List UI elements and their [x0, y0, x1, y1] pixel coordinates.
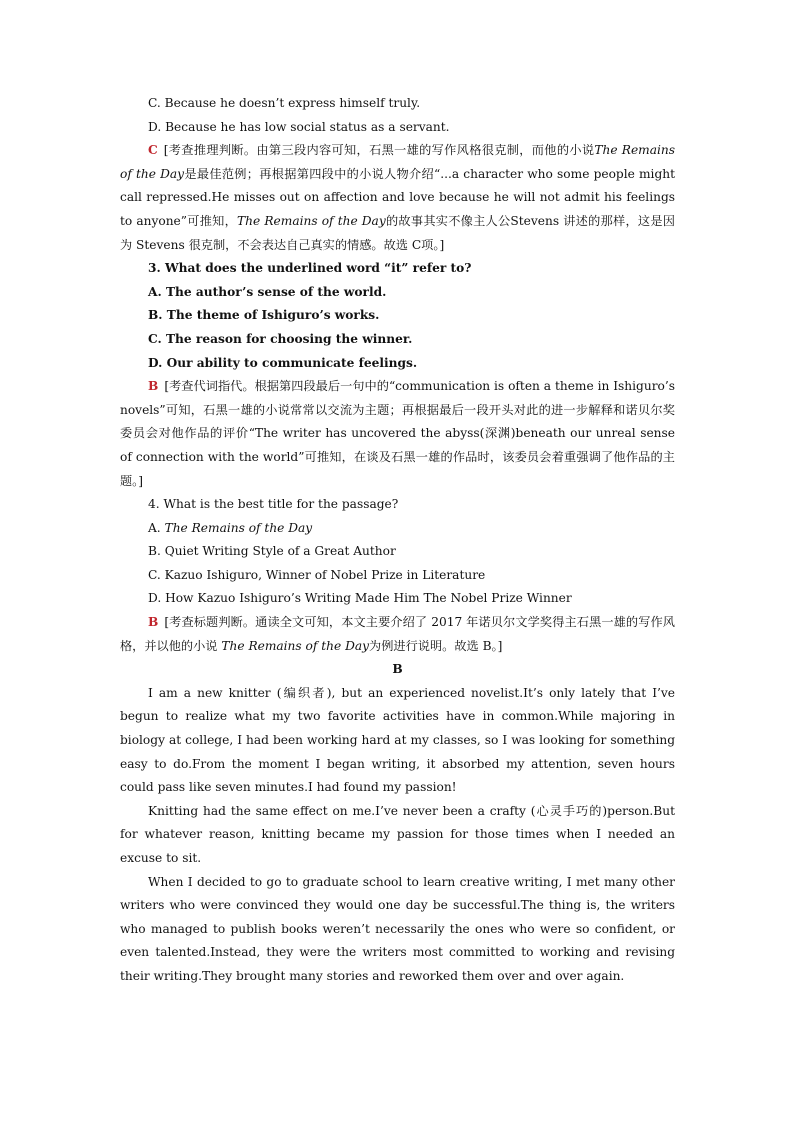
passage-b-heading: B — [392, 662, 403, 677]
q3-option-c: C. The reason for choosing the winner. — [148, 331, 413, 346]
q2-explanation — [120, 139, 675, 257]
q4-option-a-title: The Remains of the Day — [164, 520, 313, 535]
q4-option-a-prefix: A. — [148, 520, 165, 535]
q2-answer: C — [148, 143, 158, 158]
q2-expl-part1: [考查推理判断。由第三段内容可知，石黑一雄的写作风格很克制，而他的小说 — [163, 143, 595, 158]
passage-b-paragraph-3: When I decided to go to graduate school to learn creative writing, I met many other writers who were convinced they would one day be successful.The thing is, the writers who managed to publish books weren’t necessarily the ones who were so confident, or even talented.Instead, they were the writers most committed to working and revising their writing.They brought many stories and reworked them over and over again. — [120, 874, 675, 983]
q4-expl-title: The Remains of the Day — [221, 638, 370, 653]
q4-option-b: B. Quiet Writing Style of a Great Author — [148, 544, 396, 559]
q3-option-a: A. The author’s sense of the world. — [148, 284, 387, 299]
q4-question: 4. What is the best title for the passage? — [148, 497, 399, 512]
q2-option-d: D. Because he has low social status as a servant. — [148, 119, 450, 134]
q4-option-a — [120, 517, 675, 541]
q2-expl-part2: 是最佳范例；再根据第四段中的小说人物介绍“...a character who some people might call repressed.He misses out on affection and love because he will not admit his feelings to anyone”可推知， — [120, 166, 676, 228]
q4-expl-part2: 为例进行说明。故选 B。] — [369, 638, 503, 653]
q2-expl-title1: The Remains of the Day — [120, 143, 675, 181]
q4-expl-part1: [考查标题判断。通读全文可知，本文主要介绍了 2017 年诺贝尔文学奖得主石黑一雄的写作风格，并以他的小说 — [120, 615, 675, 653]
passage-b-paragraph-2: Knitting had the same effect on me.I’ve never been a crafty (心灵手巧的)person.But for whatever reason, knitting became my passion for those times when I needed an excuse to sit. — [120, 803, 675, 865]
document-page — [120, 92, 675, 989]
q3-answer: B — [148, 379, 159, 394]
q4-option-c: C. Kazuo Ishiguro, Winner of Nobel Prize in Literature — [148, 567, 486, 582]
q2-expl-title2: The Remains of the Day — [237, 213, 386, 228]
q3-question: 3. What does the underlined word “it” refer to? — [148, 261, 472, 276]
q4-answer: B — [148, 615, 159, 630]
q3-expl-text: [考查代词指代。根据第四段最后一句中的“communication is often a theme in Ishiguro’s novels”可知，石黑一雄的小说常常以交流为主题；再根据最后一段开头对此的进一步解释和诺贝尔奖委员会对他作品的评价“The writer has uncovered the abyss(深渊)beneath our unreal sense of connection with the world”可推知，在谈及石黑一雄的作品时，该委员会着重强调了他作品的主题。] — [120, 379, 675, 488]
q3-option-d: D. Our ability to communicate feelings. — [148, 355, 418, 370]
q3-option-b: B. The theme of Ishiguro’s works. — [148, 308, 380, 323]
q2-expl-part3: 的故事其实不像主人公Stevens 讲述的那样，这是因为 Stevens 很克制，不会表达自己真实的情感。故选 C项。] — [120, 213, 675, 252]
passage-b-paragraph-1: I am a new knitter (编织者), but an experienced novelist.It’s only lately that I’ve begun to realize what my two favorite activities have in common.While majoring in biology at college, I had been working hard at my classes, so I was looking for something easy to do.From the moment I began writing, it absorbed my attention, seven hours could pass like seven minutes.I had found my passion! — [120, 685, 675, 795]
q2-option-c: C. Because he doesn’t express himself truly. — [148, 96, 421, 110]
q3-explanation — [120, 375, 675, 493]
q4-explanation — [120, 611, 675, 658]
q4-option-d: D. How Kazuo Ishiguro’s Writing Made Him The Nobel Prize Winner — [148, 591, 572, 606]
